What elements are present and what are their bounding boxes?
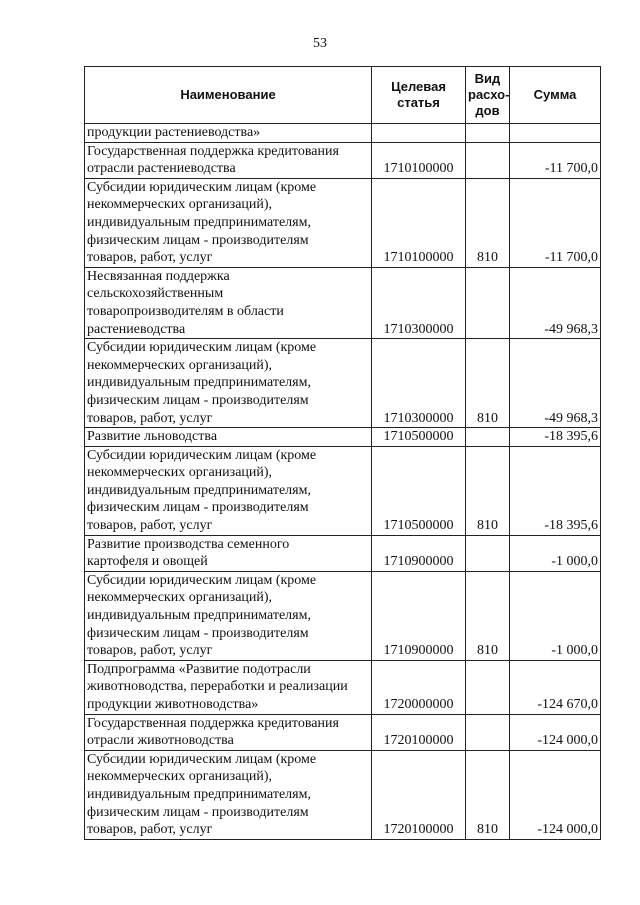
- header-expense-type-line3: дов: [475, 103, 500, 118]
- row-name-line: Субсидии юридическим лицам (кроме: [87, 572, 317, 588]
- row-name-line: некоммерческих организаций),: [87, 769, 273, 785]
- table-row: [85, 714, 601, 750]
- row-name-line: некоммерческих организаций),: [87, 357, 273, 373]
- row-name-cell: [85, 124, 372, 143]
- row-target-article-cell: 1710100000: [372, 178, 466, 267]
- table-row: [85, 178, 601, 267]
- row-name-line: Подпрограмма «Развитие подотрасли: [87, 661, 311, 677]
- row-name-line: индивидуальным предпринимателям,: [87, 608, 311, 624]
- row-target-article-cell: 1710300000: [372, 339, 466, 428]
- row-target-article-cell: 1720100000: [372, 714, 466, 750]
- row-expense-type-cell: [466, 267, 510, 338]
- row-name-line: некоммерческих организаций),: [87, 590, 273, 606]
- header-amount: Сумма: [510, 67, 601, 124]
- row-name-cell: [85, 571, 372, 660]
- row-expense-type-cell: 810: [466, 446, 510, 535]
- header-target-article: [372, 67, 466, 124]
- row-name-line: Государственная поддержка кредитования: [87, 143, 339, 159]
- row-target-article-cell: [372, 124, 466, 143]
- row-expense-type-cell: 810: [466, 571, 510, 660]
- row-name-line: сельскохозяйственным: [87, 286, 224, 302]
- row-expense-type-cell: [466, 535, 510, 571]
- row-name-line: Субсидии юридическим лицам (кроме: [87, 179, 317, 195]
- row-expense-type-cell: [466, 428, 510, 447]
- row-amount-cell: -49 968,3: [510, 339, 601, 428]
- row-name-cell: [85, 660, 372, 714]
- header-target-article-line1: Целевая: [391, 79, 446, 94]
- row-name-line: индивидуальным предпринимателям,: [87, 214, 311, 230]
- row-name-line: индивидуальным предпринимателям,: [87, 482, 311, 498]
- row-name-line: товаров, работ, услуг: [87, 410, 213, 426]
- row-expense-type-cell: [466, 124, 510, 143]
- row-amount-cell: -11 700,0: [510, 142, 601, 178]
- row-amount-cell: -124 000,0: [510, 750, 601, 839]
- row-name-line: продукции растениеводства»: [87, 125, 261, 140]
- row-name-cell: [85, 535, 372, 571]
- row-target-article-cell: 1710500000: [372, 446, 466, 535]
- row-name-line: физическим лицам - производителям: [87, 625, 309, 641]
- row-amount-cell: -1 000,0: [510, 535, 601, 571]
- row-name-line: картофеля и овощей: [87, 554, 208, 570]
- row-name-line: товаров, работ, услуг: [87, 822, 213, 838]
- row-name-line: Несвязанная поддержка: [87, 268, 230, 284]
- table-row: [85, 750, 601, 839]
- table-row: [85, 535, 601, 571]
- row-name-line: растениеводства: [87, 321, 186, 337]
- row-target-article-cell: 1710300000: [372, 267, 466, 338]
- header-target-article-line2: статья: [397, 95, 440, 110]
- table-body: [85, 124, 601, 840]
- row-expense-type-cell: 810: [466, 339, 510, 428]
- row-name-line: отрасли животноводства: [87, 733, 234, 749]
- header-expense-type-line1: Вид: [474, 71, 501, 86]
- table-row: [85, 339, 601, 428]
- row-expense-type-cell: 810: [466, 750, 510, 839]
- table-row: [85, 660, 601, 714]
- row-expense-type-cell: [466, 714, 510, 750]
- row-name-line: товаропроизводителям в области: [87, 303, 284, 319]
- row-name-line: физическим лицам - производителям: [87, 500, 309, 516]
- row-name-line: некоммерческих организаций),: [87, 465, 273, 481]
- row-name-line: физическим лицам - производителям: [87, 392, 309, 408]
- table-row: [85, 571, 601, 660]
- row-name-cell: [85, 178, 372, 267]
- table-row: [85, 267, 601, 338]
- row-target-article-cell: 1710900000: [372, 535, 466, 571]
- row-name-line: физическим лицам - производителям: [87, 232, 309, 248]
- row-name-cell: [85, 714, 372, 750]
- table-row: [85, 142, 601, 178]
- row-name-line: Субсидии юридическим лицам (кроме: [87, 751, 317, 767]
- page-number: 53: [313, 36, 327, 51]
- row-name-line: отрасли растениеводства: [87, 161, 236, 177]
- row-amount-cell: -18 395,6: [510, 428, 601, 447]
- row-amount-cell: -1 000,0: [510, 571, 601, 660]
- header-name: Наименование: [85, 67, 372, 124]
- row-target-article-cell: 1710100000: [372, 142, 466, 178]
- row-name-line: физическим лицам - производителям: [87, 804, 309, 820]
- row-name-cell: [85, 142, 372, 178]
- table-header-row: [85, 67, 601, 124]
- row-name-cell: [85, 339, 372, 428]
- row-name-line: товаров, работ, услуг: [87, 250, 213, 266]
- row-name-line: индивидуальным предпринимателям,: [87, 786, 311, 802]
- table-row: [85, 428, 601, 447]
- row-amount-cell: [510, 124, 601, 143]
- table-row: [85, 446, 601, 535]
- row-name-line: Субсидии юридическим лицам (кроме: [87, 447, 317, 463]
- row-name-line: Субсидии юридическим лицам (кроме: [87, 340, 317, 356]
- row-amount-cell: -49 968,3: [510, 267, 601, 338]
- budget-table: [84, 66, 601, 840]
- row-name-line: индивидуальным предпринимателям,: [87, 375, 311, 391]
- row-name-cell: [85, 428, 372, 447]
- row-name-line: товаров, работ, услуг: [87, 643, 213, 659]
- row-expense-type-cell: 810: [466, 178, 510, 267]
- table-row: [85, 124, 601, 143]
- row-name-line: некоммерческих организаций),: [87, 197, 273, 213]
- row-name-line: животноводства, переработки и реализации: [87, 679, 348, 695]
- row-name-cell: [85, 750, 372, 839]
- row-name-cell: [85, 446, 372, 535]
- row-name-line: продукции животноводства»: [87, 697, 259, 712]
- row-target-article-cell: 1720000000: [372, 660, 466, 714]
- row-expense-type-cell: [466, 660, 510, 714]
- row-amount-cell: -124 000,0: [510, 714, 601, 750]
- row-target-article-cell: 1710900000: [372, 571, 466, 660]
- row-name-line: товаров, работ, услуг: [87, 518, 213, 534]
- row-amount-cell: -18 395,6: [510, 446, 601, 535]
- row-target-article-cell: 1710500000: [372, 428, 466, 447]
- header-expense-type-line2: расхо-: [468, 87, 510, 102]
- row-amount-cell: -11 700,0: [510, 178, 601, 267]
- row-target-article-cell: 1720100000: [372, 750, 466, 839]
- row-amount-cell: -124 670,0: [510, 660, 601, 714]
- row-name-line: Развитие льноводства: [87, 429, 218, 445]
- row-name-line: Развитие производства семенного: [87, 536, 290, 552]
- row-name-cell: [85, 267, 372, 338]
- row-expense-type-cell: [466, 142, 510, 178]
- header-expense-type: [466, 67, 510, 124]
- row-name-line: Государственная поддержка кредитования: [87, 715, 339, 731]
